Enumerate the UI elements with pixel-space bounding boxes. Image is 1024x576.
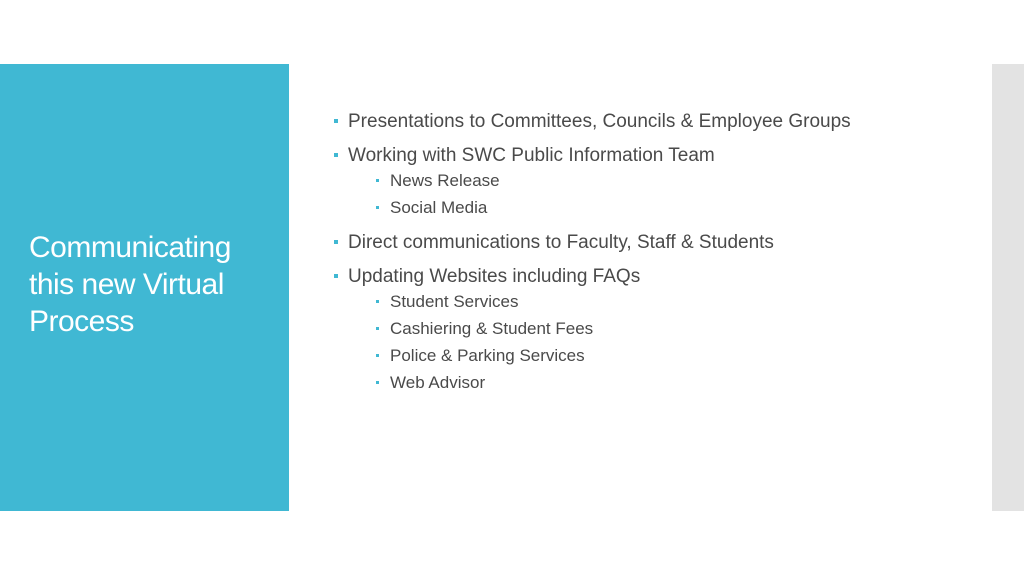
bullet-item xyxy=(334,265,854,288)
sub-bullet-item xyxy=(376,315,854,342)
sub-bullet-item xyxy=(376,167,854,194)
bullet-text: Working with SWC Public Information Team xyxy=(348,145,715,166)
bullet-icon xyxy=(376,327,379,330)
sub-bullet-text: News Release xyxy=(390,171,500,190)
bullet-icon xyxy=(376,206,379,209)
bullet-icon xyxy=(334,119,338,123)
bullet-text: Direct communications to Faculty, Staff & Students xyxy=(348,232,774,253)
sub-bullet-list xyxy=(334,288,854,396)
bullet-icon xyxy=(334,153,338,157)
sub-bullet-text: Police & Parking Services xyxy=(390,346,585,365)
slide-title: Communicating this new Virtual Process xyxy=(29,231,231,338)
bullet-icon xyxy=(334,240,338,244)
sub-bullet-text: Student Services xyxy=(390,292,519,311)
sub-bullet-item xyxy=(376,194,854,221)
bullet-item xyxy=(334,231,854,254)
sub-bullet-list xyxy=(334,167,854,221)
bullet-text: Updating Websites including FAQs xyxy=(348,266,641,287)
bullet-icon xyxy=(376,300,379,303)
bullet-icon xyxy=(334,274,338,278)
bullet-text: Presentations to Committees, Councils & Employee Groups xyxy=(348,111,851,132)
sub-bullet-item xyxy=(376,369,854,396)
bullet-icon xyxy=(376,381,379,384)
bullet-item xyxy=(334,110,854,133)
sub-bullet-item xyxy=(376,342,854,369)
bullet-icon xyxy=(376,354,379,357)
sub-bullet-text: Web Advisor xyxy=(390,373,486,392)
sub-bullet-item xyxy=(376,288,854,315)
bullet-item xyxy=(334,144,854,167)
bullet-icon xyxy=(376,179,379,182)
bullet-list xyxy=(334,110,854,406)
sub-bullet-text: Social Media xyxy=(390,198,488,217)
sub-bullet-text: Cashiering & Student Fees xyxy=(390,319,594,338)
right-edge-strip xyxy=(992,64,1024,511)
